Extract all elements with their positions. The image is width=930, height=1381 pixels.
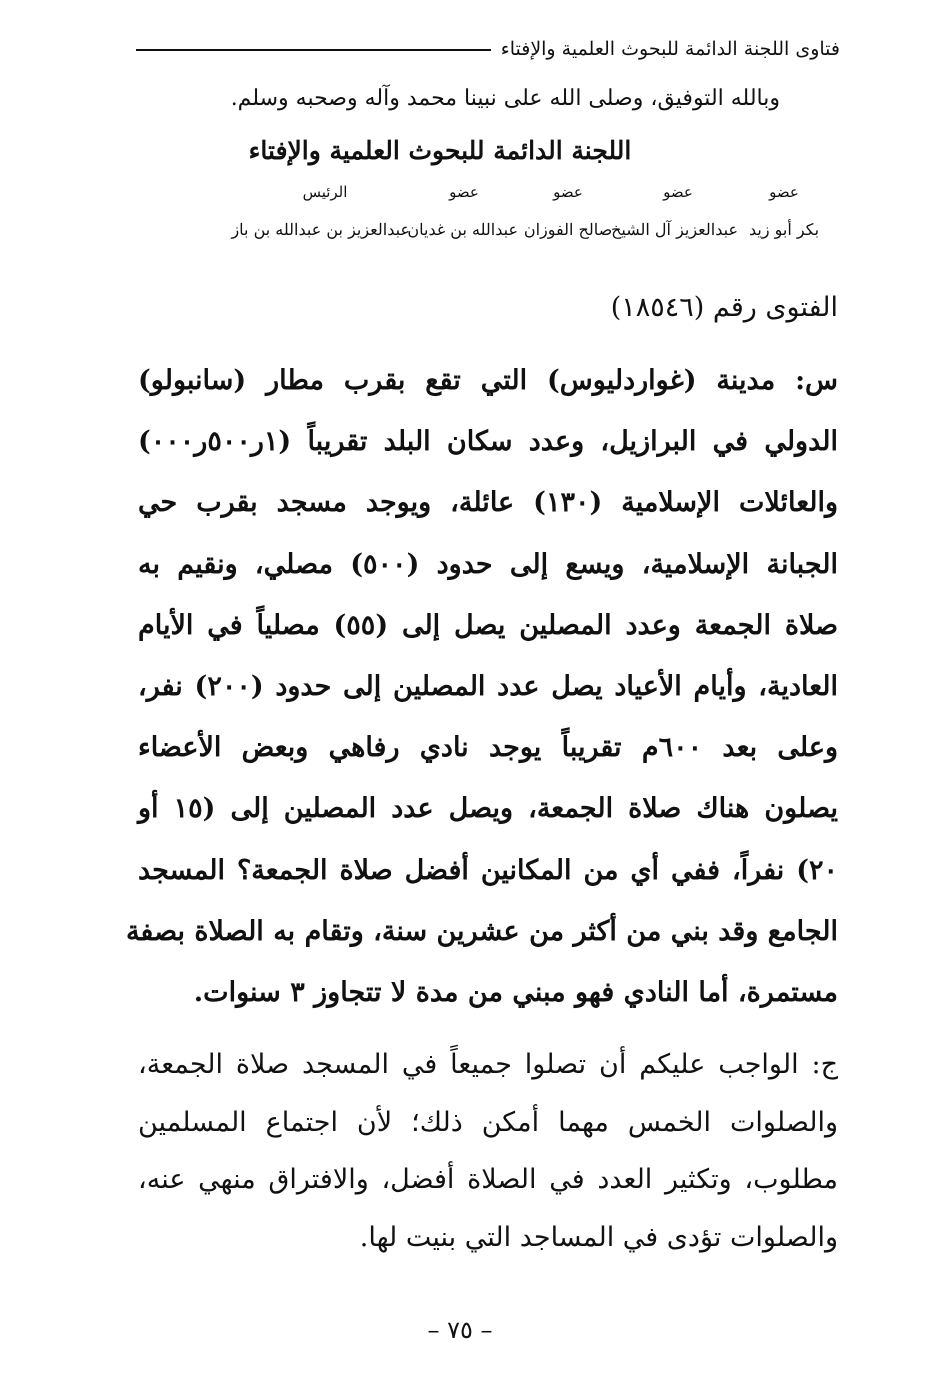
running-title: فتاوى اللجنة الدائمة للبحوث العلمية والإفتاء bbox=[500, 38, 840, 60]
question-line: الجبانة الإسلامية، ويسع إلى حدود (٥٠٠) مصلي، ونقيم به bbox=[138, 548, 838, 580]
signatory-name: عبدالعزيز بن عبدالله بن باز bbox=[231, 220, 410, 239]
signatory-name: بكر أبو زيد bbox=[748, 220, 820, 239]
signatory-name: صالح الفوزان bbox=[523, 220, 613, 239]
question-line: مستمرة، أما النادي فهو مبني من مدة لا تتجاوز ٣ سنوات. bbox=[193, 976, 838, 1008]
question-line: صلاة الجمعة وعدد المصلين يصل إلى (٥٥) مصلياً في الأيام bbox=[138, 609, 838, 641]
question-line: وعلى بعد ٦٠٠م تقريباً يوجد نادي رفاهي وبعض الأعضاء bbox=[138, 732, 839, 764]
question-line: والعائلات الإسلامية (١٣٠) عائلة، ويوجد مسجد بقرب حي bbox=[138, 487, 839, 519]
closing-blessing: وبالله التوفيق، وصلى الله على نبينا محمد وآله وصحبه وسلم. bbox=[230, 86, 780, 111]
signatory-role: عضو bbox=[769, 183, 799, 201]
signatory-names bbox=[130, 220, 830, 239]
page-number: – ٧٥ – bbox=[427, 1316, 493, 1344]
signatory-name: عبدالعزيز آل الشيخ bbox=[611, 220, 738, 239]
answer-line: مطلوب، وتكثير العدد في الصلاة أفضل، والافتراق منهي عنه، bbox=[138, 1164, 838, 1195]
answer-line: ج: الواجب عليكم أن تصلوا جميعاً في المسجد صلاة الجمعة، bbox=[138, 1049, 838, 1080]
header-rule bbox=[136, 49, 491, 51]
question-line: العادية، وأيام الأعياد يصل عدد المصلين إلى حدود (٢٠٠) نفر، bbox=[138, 670, 838, 702]
signatory-roles bbox=[130, 183, 830, 201]
question-line: ٢٠) نفراً، ففي أي من المكانين أفضل صلاة الجمعة؟ المسجد bbox=[138, 854, 838, 886]
signatory-role: الرئيس bbox=[302, 183, 348, 201]
answer-line: والصلوات تؤدى في المساجد التي بنيت لها. bbox=[359, 1221, 838, 1253]
answer-text bbox=[138, 1036, 838, 1266]
question-line: يصلون هناك صلاة الجمعة، ويصل عدد المصلين إلى (١٥ أو bbox=[138, 793, 838, 825]
signatory-role: عضو bbox=[449, 183, 479, 201]
question-text bbox=[125, 350, 839, 1023]
signatory-role: عضو bbox=[553, 183, 583, 201]
question-line: الدولي في البرازيل، وعدد سكان البلد تقريباً (١ر٥٠٠ر٠٠٠) bbox=[138, 426, 838, 458]
question-line: س: مدينة (غواردليوس) التي تقع بقرب مطار (سانبولو) bbox=[138, 365, 838, 396]
signatory-role: عضو bbox=[663, 183, 693, 201]
fatwa-number: الفتوى رقم (١٨٥٤٦) bbox=[610, 292, 838, 323]
answer-line: والصلوات الخمس مهما أمكن ذلك؛ لأن اجتماع المسلمين bbox=[138, 1106, 838, 1138]
signatory-name: عبدالله بن غديان bbox=[407, 220, 518, 239]
question-line: الجامع وقد بني من أكثر من عشرين سنة، وتقام به الصلاة بصفة bbox=[125, 915, 838, 947]
committee-name: اللجنة الدائمة للبحوث العلمية والإفتاء bbox=[248, 136, 632, 165]
running-header bbox=[136, 34, 840, 64]
